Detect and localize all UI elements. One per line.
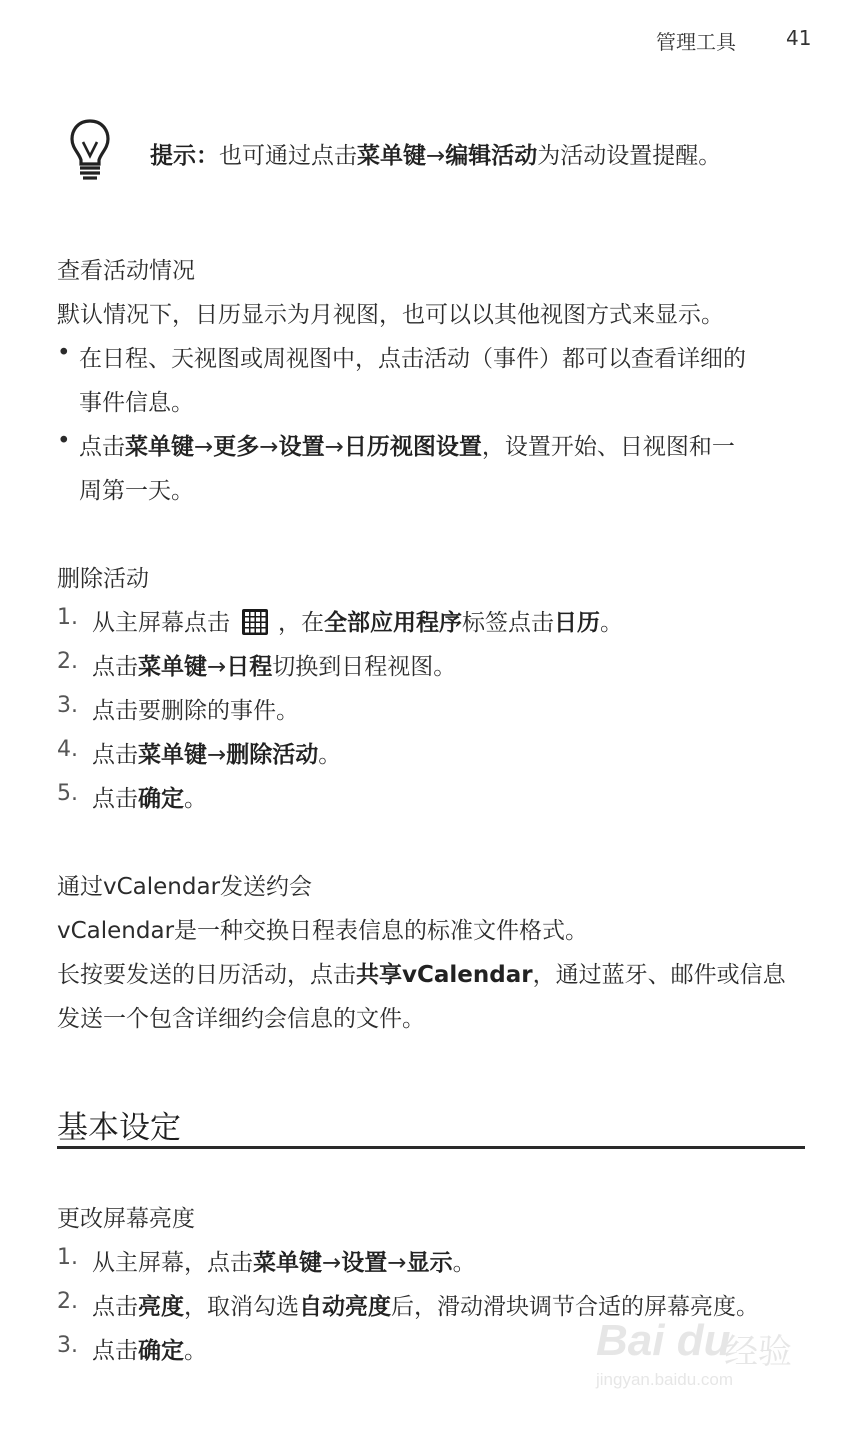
ok-term: 确定	[138, 1338, 184, 1364]
vcalendar-heading: 通过vCalendar发送约会	[57, 874, 313, 900]
text-span: 。	[318, 742, 342, 768]
view-events-heading: 查看活动情况	[57, 258, 195, 284]
text-span: 点击	[92, 1338, 138, 1364]
delete-step-5	[92, 780, 207, 813]
text-span: 从主屏幕，点击	[92, 1250, 253, 1276]
text-span: 长按要发送的日历活动，点击	[57, 962, 356, 988]
menu-key-term: 菜单键	[138, 742, 207, 768]
text-span: 标签点击	[462, 610, 554, 636]
step-number: 1.	[57, 1245, 78, 1270]
all-apps-grid-icon	[242, 609, 268, 635]
brightness-step-1	[92, 1244, 476, 1277]
text-span: 。	[600, 610, 623, 636]
arrow: →	[207, 742, 227, 768]
bullet-dot: •	[57, 340, 71, 366]
brightness-step-3	[92, 1332, 207, 1365]
delete-step-3: 点击要删除的事件。	[92, 698, 299, 724]
agenda-term: 日程	[226, 654, 273, 680]
step-number: 5.	[57, 781, 78, 806]
step-number: 2.	[57, 649, 78, 674]
menu-key-term: 菜单键	[253, 1250, 322, 1276]
settings-term: 设置	[278, 434, 325, 460]
tip-text	[150, 137, 721, 170]
text-span: 点击	[79, 434, 125, 460]
view-bullet-2-line-2: 周第一天。	[79, 478, 194, 504]
text-span: 后，滑动滑块调节合适的屏幕亮度。	[391, 1294, 759, 1320]
auto-brightness-term: 自动亮度	[299, 1294, 391, 1320]
step-number: 2.	[57, 1289, 78, 1314]
text-span: 从主屏幕点击	[92, 610, 230, 636]
section-title: 基本设定	[57, 1110, 181, 1146]
arrow: →	[322, 1250, 342, 1276]
vcalendar-paragraph-1: vCalendar是一种交换日程表信息的标准文件格式。	[57, 918, 589, 944]
arrow: →	[194, 434, 214, 460]
all-apps-term: 全部应用程序	[324, 610, 462, 636]
section-divider	[57, 1146, 805, 1149]
arrow: →	[387, 1250, 407, 1276]
calendar-view-settings-term: 日历视图设置	[343, 434, 482, 460]
text-span: 。	[184, 1338, 207, 1364]
text-span: 点击	[92, 654, 138, 680]
tip-text-pre: 也可通过点击	[219, 143, 357, 169]
vcalendar-paragraph-2	[57, 956, 786, 989]
delete-event-term: 删除活动	[226, 742, 319, 768]
step-number: 3.	[57, 693, 78, 718]
text-span: 点击	[92, 1294, 138, 1320]
arrow: →	[259, 434, 279, 460]
ok-term: 确定	[138, 786, 184, 812]
brightness-heading: 更改屏幕亮度	[57, 1206, 195, 1232]
step-number: 1.	[57, 605, 78, 630]
lightbulb-icon	[68, 118, 112, 182]
page-number: 41	[786, 26, 812, 50]
text-span: ，取消勾选	[184, 1294, 299, 1320]
step-number: 3.	[57, 1333, 78, 1358]
delete-step-1	[92, 604, 623, 637]
text-span: 切换到日程视图。	[272, 654, 457, 680]
display-term: 显示	[406, 1250, 453, 1276]
menu-key-term: 菜单键	[138, 654, 207, 680]
delete-step-4	[92, 736, 341, 769]
brightness-term: 亮度	[138, 1294, 184, 1320]
text-span: 。	[184, 786, 207, 812]
tip-menu-key: 菜单键	[357, 143, 426, 169]
view-bullet-1-line-1: 在日程、天视图或周视图中，点击活动（事件）都可以查看详细的	[79, 346, 746, 372]
step-number: 4.	[57, 737, 78, 762]
bullet-dot: •	[57, 428, 71, 454]
more-term: 更多	[213, 434, 260, 460]
text-span: 点击	[92, 742, 138, 768]
tip-label: 提示：	[150, 143, 219, 169]
text-span: ，通过蓝牙、邮件或信息	[532, 962, 786, 988]
tip-edit-event: 编辑活动	[445, 143, 538, 169]
view-bullet-1-line-2: 事件信息。	[79, 390, 194, 416]
text-span: ，设置开始、日视图和一	[481, 434, 735, 460]
tip-arrow: →	[426, 143, 446, 169]
watermark-url: jingyan.baidu.com	[596, 1370, 734, 1389]
menu-key-term: 菜单键	[125, 434, 194, 460]
delete-events-heading: 删除活动	[57, 566, 149, 592]
tip-text-post: 为活动设置提醒。	[537, 143, 722, 169]
settings-term: 设置	[341, 1250, 388, 1276]
view-bullet-2-line-1	[79, 428, 735, 461]
watermark-brand: Bai du	[596, 1316, 731, 1365]
text-span: ，在	[278, 610, 324, 636]
baidu-jingyan-watermark	[596, 1316, 806, 1396]
calendar-term: 日历	[554, 610, 600, 636]
text-span: 。	[452, 1250, 476, 1276]
view-events-intro: 默认情况下，日历显示为月视图，也可以以其他视图方式来显示。	[57, 302, 724, 328]
arrow: →	[324, 434, 344, 460]
vcalendar-paragraph-3: 发送一个包含详细约会信息的文件。	[57, 1006, 425, 1032]
watermark-brand-cn: 经验	[724, 1332, 792, 1372]
text-span: 点击	[92, 786, 138, 812]
arrow: →	[207, 654, 227, 680]
delete-step-2	[92, 648, 456, 681]
share-vcalendar-term: 共享vCalendar	[356, 962, 533, 988]
running-header-title: 管理工具	[656, 30, 736, 54]
